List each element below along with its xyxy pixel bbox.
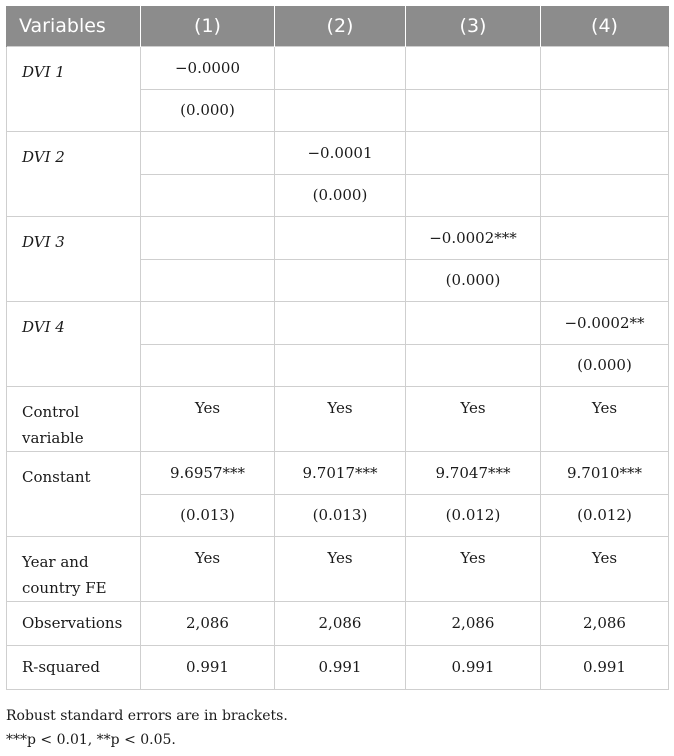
cell-dvi4-coef-1 — [141, 301, 275, 344]
row-year-country-fe — [7, 536, 669, 601]
cell-dvi4-coef-4: −0.0002** — [541, 301, 669, 344]
cell-dvi3-se-2 — [275, 259, 406, 301]
cell-dvi4-se-2 — [275, 344, 406, 386]
table-footnote-significance: ***p < 0.01, **p < 0.05. — [6, 732, 176, 748]
cell-dvi1-se-1: (0.000) — [141, 89, 275, 131]
header-model-3: (3) — [406, 6, 541, 46]
row-label-r-squared: R-squared — [7, 645, 141, 689]
cell-observations-3: 2,086 — [406, 601, 541, 645]
cell-fe-1: Yes — [141, 536, 275, 601]
cell-constant-coef-1: 9.6957*** — [141, 451, 275, 494]
cell-dvi3-se-3: (0.000) — [406, 259, 541, 301]
row-label-fe-line2: country FE — [22, 578, 107, 597]
cell-dvi4-coef-3 — [406, 301, 541, 344]
cell-dvi3-se-1 — [141, 259, 275, 301]
row-label-dvi2: DVI 2 — [7, 131, 141, 216]
header-variables: Variables — [7, 6, 141, 46]
row-label-observations: Observations — [7, 601, 141, 645]
cell-dvi1-se-2 — [275, 89, 406, 131]
cell-observations-1: 2,086 — [141, 601, 275, 645]
row-label-control-line2: variable — [22, 428, 84, 447]
cell-constant-se-4: (0.012) — [541, 494, 669, 536]
cell-constant-se-1: (0.013) — [141, 494, 275, 536]
row-dvi2-coef — [7, 131, 669, 174]
row-label-fe — [7, 536, 141, 601]
cell-dvi4-se-1 — [141, 344, 275, 386]
cell-dvi2-coef-2: −0.0001 — [275, 131, 406, 174]
cell-dvi4-se-4: (0.000) — [541, 344, 669, 386]
row-label-dvi4: DVI 4 — [7, 301, 141, 386]
row-label-constant: Constant — [7, 451, 141, 536]
cell-dvi4-coef-2 — [275, 301, 406, 344]
cell-dvi2-se-2: (0.000) — [275, 174, 406, 216]
cell-constant-coef-4: 9.7010*** — [541, 451, 669, 494]
cell-constant-coef-2: 9.7017*** — [275, 451, 406, 494]
header-model-2: (2) — [275, 6, 406, 46]
cell-constant-se-2: (0.013) — [275, 494, 406, 536]
cell-dvi2-coef-3 — [406, 131, 541, 174]
cell-rsquared-3: 0.991 — [406, 645, 541, 689]
cell-dvi3-coef-4 — [541, 216, 669, 259]
cell-dvi1-coef-4 — [541, 46, 669, 89]
row-control-variable — [7, 386, 669, 451]
cell-dvi2-se-4 — [541, 174, 669, 216]
row-r-squared — [7, 645, 669, 689]
row-dvi1-coef — [7, 46, 669, 89]
header-row — [7, 6, 669, 46]
row-label-dvi3: DVI 3 — [7, 216, 141, 301]
cell-control-4: Yes — [541, 386, 669, 451]
header-model-4: (4) — [541, 6, 669, 46]
cell-constant-coef-3: 9.7047*** — [406, 451, 541, 494]
cell-control-1: Yes — [141, 386, 275, 451]
cell-dvi1-se-4 — [541, 89, 669, 131]
cell-observations-4: 2,086 — [541, 601, 669, 645]
cell-fe-2: Yes — [275, 536, 406, 601]
cell-dvi1-se-3 — [406, 89, 541, 131]
cell-control-2: Yes — [275, 386, 406, 451]
cell-dvi4-se-3 — [406, 344, 541, 386]
regression-table — [6, 6, 669, 690]
cell-dvi1-coef-1: −0.0000 — [141, 46, 275, 89]
cell-fe-3: Yes — [406, 536, 541, 601]
row-label-fe-line1: Year and — [22, 552, 89, 571]
cell-dvi1-coef-3 — [406, 46, 541, 89]
row-observations — [7, 601, 669, 645]
table-footnote-standard-errors: Robust standard errors are in brackets. — [6, 708, 288, 724]
cell-dvi2-se-3 — [406, 174, 541, 216]
cell-dvi2-coef-4 — [541, 131, 669, 174]
row-constant-coef — [7, 451, 669, 494]
cell-dvi3-coef-2 — [275, 216, 406, 259]
row-dvi3-coef — [7, 216, 669, 259]
cell-rsquared-4: 0.991 — [541, 645, 669, 689]
row-label-dvi1: DVI 1 — [7, 46, 141, 131]
cell-control-3: Yes — [406, 386, 541, 451]
cell-fe-4: Yes — [541, 536, 669, 601]
cell-dvi2-coef-1 — [141, 131, 275, 174]
cell-rsquared-1: 0.991 — [141, 645, 275, 689]
row-label-control — [7, 386, 141, 451]
header-model-1: (1) — [141, 6, 275, 46]
row-dvi4-coef — [7, 301, 669, 344]
cell-dvi2-se-1 — [141, 174, 275, 216]
cell-dvi3-coef-1 — [141, 216, 275, 259]
cell-dvi1-coef-2 — [275, 46, 406, 89]
cell-constant-se-3: (0.012) — [406, 494, 541, 536]
cell-observations-2: 2,086 — [275, 601, 406, 645]
cell-dvi3-coef-3: −0.0002*** — [406, 216, 541, 259]
cell-rsquared-2: 0.991 — [275, 645, 406, 689]
row-label-control-line1: Control — [22, 402, 80, 421]
cell-dvi3-se-4 — [541, 259, 669, 301]
